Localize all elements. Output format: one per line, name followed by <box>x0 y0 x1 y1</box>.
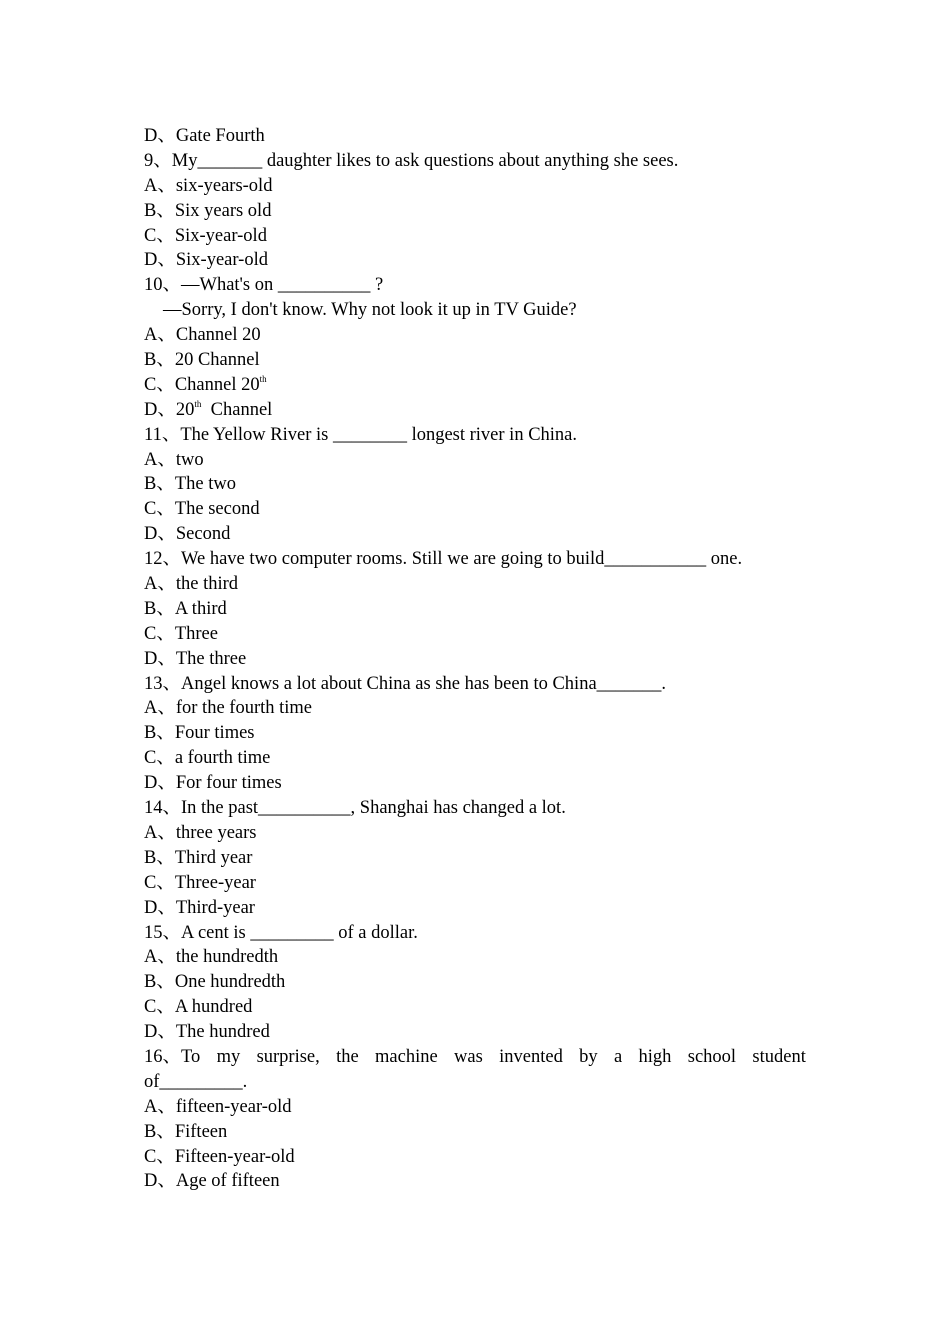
text-line <box>144 846 806 871</box>
text-line <box>144 423 806 448</box>
text-line <box>144 871 806 896</box>
line-text: A、two <box>144 449 204 470</box>
line-text: 14、In the past__________, Shanghai has changed a lot. <box>144 798 566 819</box>
line-text: D、Second <box>144 524 231 545</box>
line-text: A、the hundredth <box>144 947 279 968</box>
text-line <box>144 124 806 149</box>
line-text: of_________. <box>144 1071 248 1092</box>
text-line <box>144 696 806 721</box>
text-line <box>144 647 806 672</box>
word: the <box>336 1046 359 1067</box>
line-text: C、Three-year <box>144 872 256 893</box>
text-line <box>144 174 806 199</box>
text-line <box>144 373 806 398</box>
line-text: A、Channel 20 <box>144 325 261 346</box>
word: high <box>638 1046 672 1067</box>
text-line <box>144 522 806 547</box>
word: a <box>614 1046 623 1067</box>
document-page <box>144 124 806 1194</box>
line-text: A、six-years-old <box>144 175 273 196</box>
line-text: B、The two <box>144 474 236 495</box>
superscript: th <box>194 398 202 409</box>
text-line <box>144 796 806 821</box>
line-text: A、fifteen-year-old <box>144 1096 292 1117</box>
word: student <box>752 1046 806 1067</box>
word: surprise, <box>256 1046 320 1067</box>
line-text: C、Six-year-old <box>144 225 267 246</box>
text-line <box>144 497 806 522</box>
word: 16、To <box>144 1046 201 1067</box>
text-line <box>144 995 806 1020</box>
word: machine <box>375 1046 438 1067</box>
word: by <box>579 1046 598 1067</box>
text-line <box>144 248 806 273</box>
line-text: 13、Angel knows a lot about China as she has been to China_______. <box>144 673 667 694</box>
text-line <box>144 448 806 473</box>
text-line <box>144 1145 806 1170</box>
line-text: 9、My_______ daughter likes to ask questions about anything she sees. <box>144 150 679 171</box>
line-text: C、A hundred <box>144 997 253 1018</box>
line-text: D、Gate Fourth <box>144 126 265 146</box>
text-line <box>144 472 806 497</box>
word: invented <box>499 1046 563 1067</box>
line-text: 10、—What's on __________ ? <box>144 275 384 296</box>
text-line <box>144 896 806 921</box>
line-text: 12、We have two computer rooms. Still we are going to build___________ one. <box>144 549 743 570</box>
text-line <box>144 1095 806 1120</box>
line-text: A、the third <box>144 574 239 595</box>
line-text-after: Channel <box>201 399 273 420</box>
line-text: B、One hundredth <box>144 972 286 993</box>
text-line <box>144 348 806 373</box>
line-text: —Sorry, I don't know. Why not look it up in TV Guide? <box>163 300 577 321</box>
line-text: B、Third year <box>144 847 253 868</box>
line-text: B、20 Channel <box>144 350 260 371</box>
line-text: 11、The Yellow River is ________ longest river in China. <box>144 424 578 445</box>
line-text: B、Fifteen <box>144 1121 228 1142</box>
text-line <box>144 672 806 697</box>
line-text: C、Three <box>144 623 218 644</box>
superscript: th <box>259 373 267 384</box>
line-text: B、Four times <box>144 723 255 744</box>
line-text: 15、A cent is _________ of a dollar. <box>144 922 418 943</box>
line-text: A、three years <box>144 822 257 843</box>
line-text: D、Age of fifteen <box>144 1171 280 1192</box>
text-line <box>144 1045 806 1070</box>
text-line <box>144 149 806 174</box>
line-text: C、Channel 20 <box>144 374 260 395</box>
line-text: C、Fifteen-year-old <box>144 1146 295 1167</box>
word: was <box>454 1046 483 1067</box>
text-line <box>144 771 806 796</box>
text-line <box>144 323 806 348</box>
word: my <box>216 1046 241 1067</box>
word: school <box>687 1046 737 1067</box>
text-line <box>144 273 806 298</box>
text-line <box>144 398 806 423</box>
text-line <box>144 622 806 647</box>
text-line <box>144 1070 806 1095</box>
line-text: B、Six years old <box>144 200 272 221</box>
text-line <box>144 1020 806 1045</box>
text-line <box>144 199 806 224</box>
line-text: A、for the fourth time <box>144 698 312 719</box>
text-line <box>144 945 806 970</box>
text-line <box>144 547 806 572</box>
text-line <box>144 821 806 846</box>
text-line <box>144 1120 806 1145</box>
line-text: D、Six-year-old <box>144 250 268 271</box>
text-line <box>144 721 806 746</box>
text-line <box>144 970 806 995</box>
line-text: C、The second <box>144 499 260 520</box>
text-line <box>144 746 806 771</box>
text-line <box>144 572 806 597</box>
text-line <box>144 224 806 249</box>
line-text: D、The hundred <box>144 1022 270 1043</box>
line-text: C、a fourth time <box>144 748 271 769</box>
line-text: D、For four times <box>144 773 282 794</box>
line-text: D、The three <box>144 648 247 669</box>
text-line <box>144 921 806 946</box>
line-text: D、20 <box>144 399 195 420</box>
line-text: B、A third <box>144 598 227 619</box>
text-line <box>144 298 806 323</box>
line-text: D、Third-year <box>144 897 255 918</box>
text-line <box>144 597 806 622</box>
text-line <box>144 1169 806 1194</box>
